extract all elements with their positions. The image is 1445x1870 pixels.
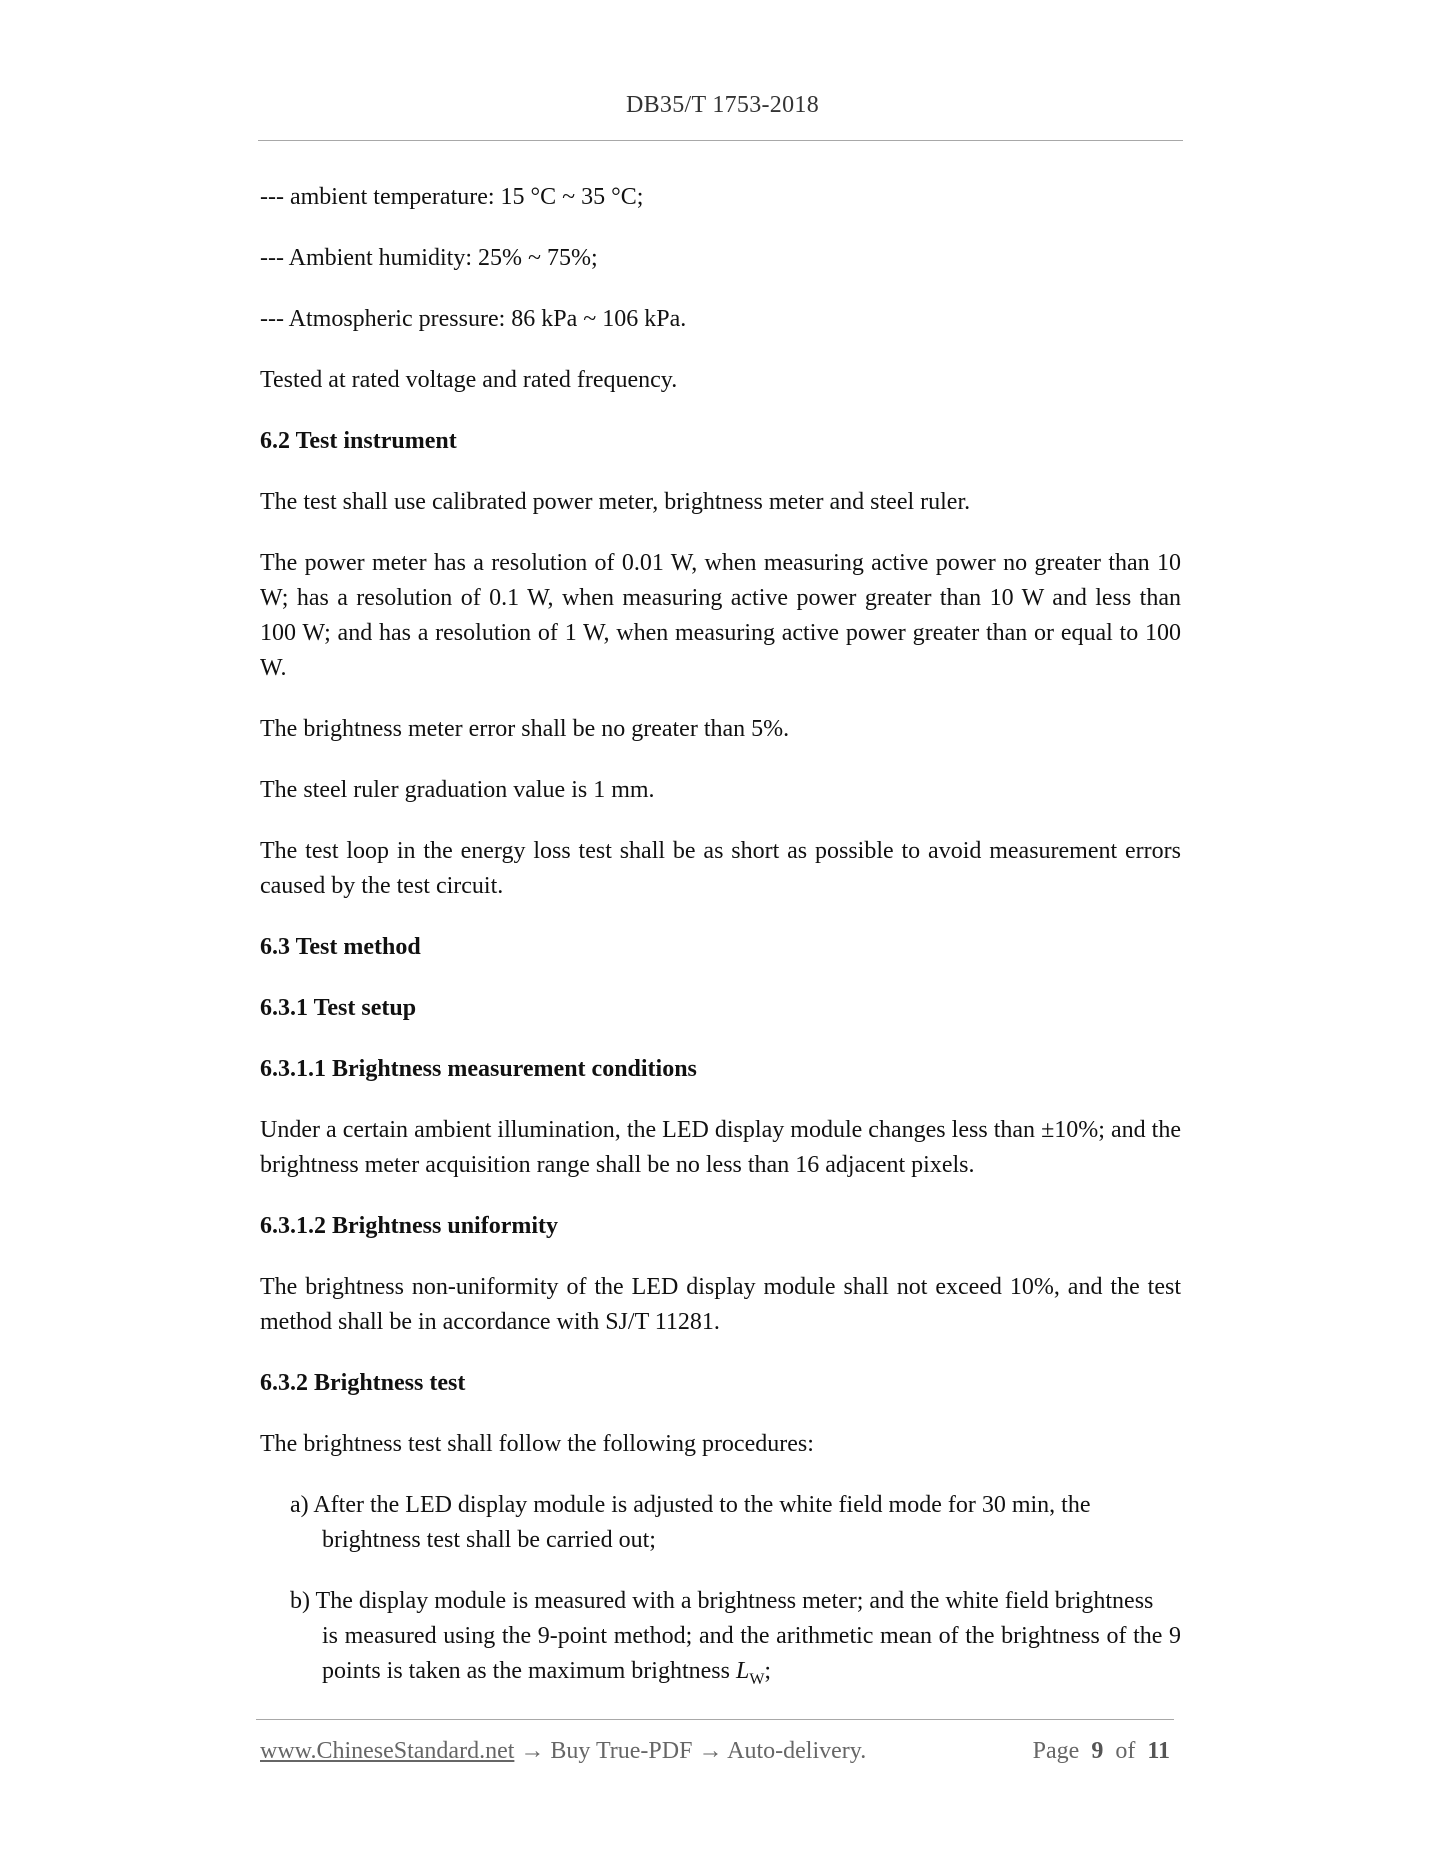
- of-label: of: [1115, 1738, 1136, 1764]
- env-pressure: --- Atmospheric pressure: 86 kPa ~ 106 kPa.: [260, 306, 687, 332]
- luminance-subscript: W: [749, 1670, 765, 1688]
- brightness-test-intro: The brightness test shall follow the following procedures:: [260, 1431, 814, 1457]
- luminance-symbol: L: [735, 1658, 750, 1684]
- list-item-b-line1: b) The display module is measured with a brightness meter; and the white field brightness: [290, 1588, 1154, 1614]
- rated-condition: Tested at rated voltage and rated frequency.: [260, 367, 678, 393]
- brightness-meter-error: The brightness meter error shall be no greater than 5%.: [260, 716, 790, 742]
- instrument-list: The test shall use calibrated power meter, brightness meter and steel ruler.: [260, 489, 971, 515]
- heading-6-3-1-2: 6.3.1.2 Brightness uniformity: [260, 1213, 559, 1239]
- footer-divider: [256, 1719, 1174, 1720]
- test-loop-note: The test loop in the energy loss test shall be as short as possible to avoid measurement errors caused by the test circuit.: [260, 838, 1181, 899]
- page-current: 9: [1091, 1738, 1104, 1764]
- list-item-b: [290, 1584, 1181, 1697]
- steel-ruler-graduation: The steel ruler graduation value is 1 mm.: [260, 777, 655, 803]
- list-item-a-line1: a) After the LED display module is adjusted to the white field mode for 30 min, the: [290, 1492, 1091, 1518]
- env-temperature: --- ambient temperature: 15 °C ~ 35 °C;: [260, 184, 644, 210]
- header-divider: [258, 140, 1183, 141]
- list-item-b-continuation: [290, 1619, 1181, 1697]
- arrow-icon: →: [698, 1738, 723, 1764]
- list-item-a-line2: brightness test shall be carried out;: [322, 1527, 656, 1553]
- heading-6-3-1-1: 6.3.1.1 Brightness measurement conditions: [260, 1056, 697, 1082]
- buy-pdf-link[interactable]: Buy True-PDF: [550, 1738, 693, 1764]
- heading-6-3-2: 6.3.2 Brightness test: [260, 1370, 466, 1396]
- power-meter-resolution: The power meter has a resolution of 0.01 W, when measuring active power no greater than 10 W; has a resolution of 0.1 W, when measuring active power greater than 10 W and less than 100 W; and has a resolution of 1 W, when measuring active power greater than or equal to 100 W.: [260, 550, 1181, 681]
- brightness-conditions-text: Under a certain ambient illumination, the LED display module changes less than ±10%; and the brightness meter acquisition range shall be no less than 16 adjacent pixels.: [260, 1117, 1181, 1178]
- arrow-icon: →: [520, 1738, 545, 1764]
- page-label: Page: [1032, 1738, 1080, 1764]
- page-indicator: [1033, 1738, 1170, 1765]
- list-item-b-text: is measured using the 9-point method; and the arithmetic mean of the brightness of the 9 points is taken as the maximum brightness: [322, 1623, 1181, 1684]
- heading-6-2: 6.2 Test instrument: [260, 428, 457, 454]
- list-item-a: [290, 1488, 1181, 1558]
- heading-6-3: 6.3 Test method: [260, 934, 421, 960]
- footer-promo: [260, 1738, 866, 1765]
- heading-6-3-1: 6.3.1 Test setup: [260, 995, 417, 1021]
- auto-delivery-text: Auto-delivery.: [727, 1738, 867, 1764]
- list-item-b-end: ;: [764, 1658, 772, 1684]
- site-link[interactable]: www.ChineseStandard.net: [260, 1738, 515, 1764]
- document-code-header: DB35/T 1753-2018: [625, 92, 820, 118]
- page-total: 11: [1147, 1738, 1170, 1764]
- page-body: [260, 180, 1181, 1723]
- brightness-uniformity-text: The brightness non-uniformity of the LED display module shall not exceed 10%, and the test method shall be in accordance with SJ/T 11281.: [260, 1274, 1181, 1335]
- env-humidity: --- Ambient humidity: 25% ~ 75%;: [260, 245, 598, 271]
